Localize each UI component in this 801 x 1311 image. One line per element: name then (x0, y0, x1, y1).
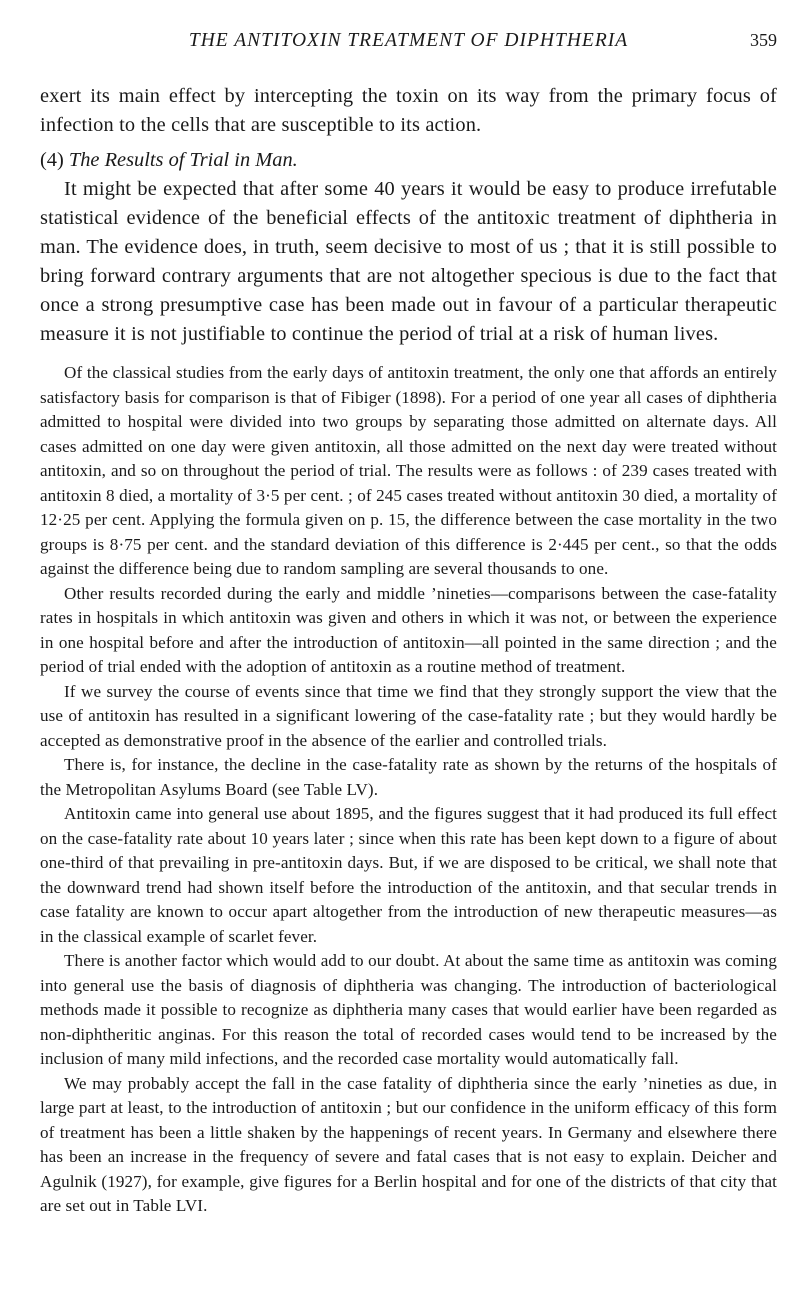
small-paragraph-conclusion: We may probably accept the fall in the case fatality of diphtheria since the early ’nineties as due, in large part at least, to the introduction of antitoxin ; but our confidence in the uniform efficacy of this form of treatment has been a little shaken by the happenings of recent years. In Germany and elsewhere there has been an increase in the frequency of severe and fatal cases that is not easy to explain. Deicher and Agulnik (1927), for example, give figures for a Berlin hospital and for one of the districts of that city that are set out in Table LVI. (40, 1073, 777, 1215)
small-paragraph-fibiger: Of the classical studies from the early days of antitoxin treatment, the only one that affords an entirely satisfactory basis for comparison is that of Fibiger (1898). For a period of one year all cases of diphtheria admitted to hospital were divided into two groups by separating those admitted on alternate days. All cases admitted on one day were given antitoxin, all those admitted on the next day were treated without antitoxin, and so on throughout the period of trial. The results were as follows : of 239 cases treated with antitoxin 8 died, a mortality of 3·5 per cent. ; of 245 cases treated without antitoxin 30 died, a mortality of 12·25 per cent. Applying the formula given on p. 15, the difference between the case mortality in the two groups is 8·75 per cent. and the standard deviation of this difference is 2·445 per cent., so that the odds against the difference being due to random sampling are several thousands to one. (40, 363, 777, 578)
small-paragraph-other-results: Other results recorded during the early and middle ’nineties—comparisons between the case-fatality rates in hospitals in which antitoxin was given and others in which it was not, or between the experience in one hospital before and after the introduction of antitoxin—all pointed in the same direction ; and the period of trial ended with the adoption of antitoxin as a routine method of treatment. (40, 583, 777, 676)
intro-paragraph: It might be expected that after some 40 years it would be easy to produce irrefutable statistical evidence of the beneficial effects of the antitoxic treatment of diphtheria in man. The evidence does, in truth, seem decisive to most of us ; that it is still possible to bring forward contrary arguments that are not altogether specious is due to the fact that once a strong presumptive case has been made out in favour of a particular therapeutic measure it is not justifiable to continue the period of trial at a risk of human lives. (40, 178, 777, 345)
small-paragraph-general-use: Antitoxin came into general use about 1895, and the figures suggest that it had produced its full effect on the case-fatality rate about 10 years later ; since when this rate has been kept down to a figure of about one-third of that prevailing in pre-antitoxin days. But, if we are disposed to be critical, we shall note that the downward trend had shown itself before the introduction of the antitoxin, and that secular trends in case fatality are known to occur apart altogether from the introduction of new therapeutic measures—as in the classical example of scarlet fever. (40, 804, 777, 946)
book-page (40, 0, 777, 1219)
running-head (40, 26, 777, 66)
page-number: 359 (750, 30, 777, 50)
continuation-paragraph: exert its main effect by intercepting the toxin on its way from the primary focus of infection to the cells that are susceptible to its action. (40, 85, 777, 136)
small-paragraph-decline: There is, for instance, the decline in the case-fatality rate as shown by the returns of the hospitals of the Metropolitan Asylums Board (see Table LV). (40, 755, 777, 799)
small-paragraph-survey: If we survey the course of events since that time we find that they strongly support the view that the use of antitoxin has resulted in a significant lowering of the case-fatality rate ; but they would hardly be accepted as demonstrative proof in the absence of the earlier and controlled trials. (40, 681, 777, 750)
small-paragraph-another-factor: There is another factor which would add to our doubt. At about the same time as antitoxin was coming into general use the basis of diagnosis of diphtheria was changing. The introduction of bacteriological methods made it possible to recognize as diphtheria many cases that would earlier have been regarded as non-diphtheritic anginas. For this reason the total of recorded cases would tend to be increased by the inclusion of many mild infections, and the recorded case mortality would automatically fall. (40, 951, 777, 1068)
section-heading (40, 146, 777, 175)
running-title: THE ANTITOXIN TREATMENT OF DIPHTHERIA (188, 30, 629, 51)
section-number: (4) (40, 149, 64, 171)
small-print-section (40, 361, 777, 1219)
section-title: The Results of Trial in Man. (68, 149, 298, 171)
